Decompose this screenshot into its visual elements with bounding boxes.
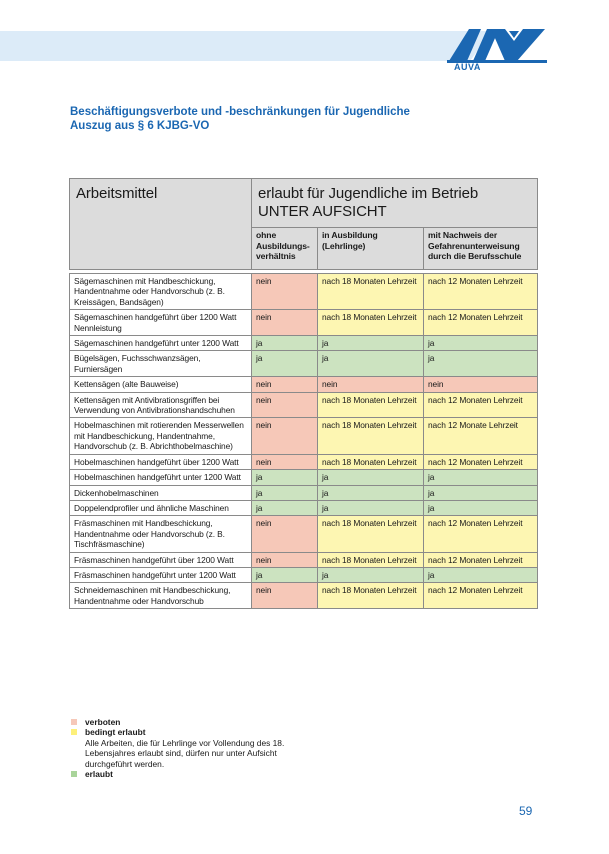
- status-cell: ja: [252, 336, 318, 351]
- swatch-verboten-icon: [71, 719, 77, 725]
- status-cell: nein: [252, 274, 318, 310]
- header-band: [0, 31, 470, 61]
- table-row: [70, 500, 538, 515]
- subheader-gefahrenunterweisung: mit Nachweis der Gefahrenunterweisung durch die Berufsschule: [424, 228, 538, 270]
- status-cell: ja: [318, 567, 424, 582]
- table-row: [70, 516, 538, 552]
- table-row: [70, 310, 538, 336]
- swatch-bedingt-icon: [71, 729, 77, 735]
- status-cell: ja: [424, 470, 538, 485]
- table-row: [70, 418, 538, 454]
- status-cell: ja: [318, 351, 424, 377]
- row-label: Dickenhobelmaschinen: [70, 485, 252, 500]
- table-row: [70, 485, 538, 500]
- swatch-erlaubt-icon: [71, 771, 77, 777]
- status-cell: nach 12 Monaten Lehrzeit: [424, 583, 538, 609]
- heading-line-1: Beschäftigungsverbote und -beschränkungen für Jugendliche: [70, 106, 410, 118]
- status-cell: nach 18 Monaten Lehrzeit: [318, 418, 424, 454]
- row-label: Fräsmaschinen handgeführt über 1200 Watt: [70, 552, 252, 567]
- column-header-arbeitsmittel: Arbeitsmittel: [70, 179, 252, 270]
- status-cell: ja: [318, 470, 424, 485]
- table-row: [70, 552, 538, 567]
- status-cell: nein: [252, 392, 318, 418]
- legend-bedingt-label: bedingt erlaubt: [85, 727, 146, 738]
- legend-verboten: [71, 717, 321, 727]
- status-cell: nach 18 Monaten Lehrzeit: [318, 274, 424, 310]
- status-cell: ja: [318, 500, 424, 515]
- status-cell: nein: [318, 377, 424, 392]
- status-cell: nach 18 Monaten Lehrzeit: [318, 454, 424, 469]
- subheader-in-ausbildung: in Ausbildung (Lehrlinge): [318, 228, 424, 270]
- row-label: Hobelmaschinen handgeführt unter 1200 Watt: [70, 470, 252, 485]
- table-row: [70, 377, 538, 392]
- row-label: Sägemaschinen handgeführt unter 1200 Watt: [70, 336, 252, 351]
- status-cell: nach 12 Monate Lehrzeit: [424, 418, 538, 454]
- legend-note: Alle Arbeiten, die für Lehrlinge vor Vollendung des 18. Lebensjahres erlaubt sind, dürfen nur unter Aufsicht durchgeführt werden.: [85, 737, 285, 769]
- status-cell: nein: [252, 583, 318, 609]
- status-cell: ja: [252, 567, 318, 582]
- row-label: Doppelendprofiler und ähnliche Maschinen: [70, 500, 252, 515]
- row-label: Sägemaschinen handgeführt über 1200 Watt Nennleistung: [70, 310, 252, 336]
- main-header-line-2: UNTER AUFSICHT: [258, 203, 387, 220]
- row-label: Hobelmaschinen handgeführt über 1200 Watt: [70, 454, 252, 469]
- status-cell: nach 12 Monaten Lehrzeit: [424, 274, 538, 310]
- table-row: [70, 454, 538, 469]
- subheader-ohne-ausbildung: ohne Ausbildungs-verhältnis: [252, 228, 318, 270]
- row-label: Kettensägen (alte Bauweise): [70, 377, 252, 392]
- table-row: [70, 274, 538, 310]
- status-cell: nein: [252, 454, 318, 469]
- status-cell: nach 18 Monaten Lehrzeit: [318, 552, 424, 567]
- row-label: Kettensägen mit Antivibrationsgriffen bei Verwendung von Antivibrationshandschuhen: [70, 392, 252, 418]
- status-cell: ja: [424, 567, 538, 582]
- row-label: Schneidemaschinen mit Handbeschickung, Handentnahme oder Handvorschub: [70, 583, 252, 609]
- row-label: Bügelsägen, Fuchsschwanzsägen, Furniersägen: [70, 351, 252, 377]
- status-cell: ja: [424, 336, 538, 351]
- status-cell: nach 12 Monaten Lehrzeit: [424, 552, 538, 567]
- status-cell: ja: [252, 500, 318, 515]
- status-cell: ja: [424, 500, 538, 515]
- table-row: [70, 336, 538, 351]
- status-cell: nach 18 Monaten Lehrzeit: [318, 310, 424, 336]
- row-label: Fräsmaschinen mit Handbeschickung, Handentnahme oder Handvorschub (z. B. Tischfräsmaschine): [70, 516, 252, 552]
- table-row: [70, 392, 538, 418]
- status-cell: nein: [252, 552, 318, 567]
- status-cell: ja: [252, 470, 318, 485]
- status-cell: nach 12 Monaten Lehrzeit: [424, 392, 538, 418]
- heading-line-2: Auszug aus § 6 KJBG-VO: [70, 120, 210, 132]
- logo-text: AUVA: [454, 62, 481, 72]
- main-header-line-1: erlaubt für Jugendliche im Betrieb: [258, 185, 479, 202]
- status-cell: nach 18 Monaten Lehrzeit: [318, 392, 424, 418]
- status-cell: ja: [424, 485, 538, 500]
- table-row: [70, 583, 538, 609]
- status-cell: ja: [252, 485, 318, 500]
- legend-bedingt: [71, 727, 321, 737]
- status-cell: nach 12 Monaten Lehrzeit: [424, 310, 538, 336]
- status-cell: ja: [318, 485, 424, 500]
- status-cell: nach 12 Monaten Lehrzeit: [424, 454, 538, 469]
- status-cell: ja: [252, 351, 318, 377]
- status-cell: nein: [252, 418, 318, 454]
- row-label: Hobelmaschinen mit rotierenden Messerwellen mit Handbeschickung, Handentnahme, Handvorschub (z. B. Abrichthobelmaschine): [70, 418, 252, 454]
- status-cell: nach 18 Monaten Lehrzeit: [318, 516, 424, 552]
- table-row: [70, 351, 538, 377]
- status-cell: nach 18 Monaten Lehrzeit: [318, 583, 424, 609]
- status-cell: nach 12 Monaten Lehrzeit: [424, 516, 538, 552]
- status-cell: ja: [318, 336, 424, 351]
- row-label: Sägemaschinen mit Handbeschickung, Handentnahme oder Handvorschub (z. B. Kreissägen, Bandsägen): [70, 274, 252, 310]
- table-row: [70, 567, 538, 582]
- status-cell: ja: [424, 351, 538, 377]
- legend-erlaubt: [71, 769, 321, 779]
- page-heading: [70, 105, 550, 133]
- page-number: 59: [519, 804, 533, 818]
- status-cell: nein: [252, 310, 318, 336]
- column-header-erlaubt: [252, 179, 538, 228]
- restrictions-table: [69, 178, 538, 609]
- status-cell: nein: [424, 377, 538, 392]
- table-row: [70, 470, 538, 485]
- status-cell: nein: [252, 516, 318, 552]
- legend: [71, 717, 321, 779]
- legend-verboten-label: verboten: [85, 717, 121, 727]
- row-label: Fräsmaschinen handgeführt unter 1200 Watt: [70, 567, 252, 582]
- legend-erlaubt-label: erlaubt: [85, 769, 113, 780]
- status-cell: nein: [252, 377, 318, 392]
